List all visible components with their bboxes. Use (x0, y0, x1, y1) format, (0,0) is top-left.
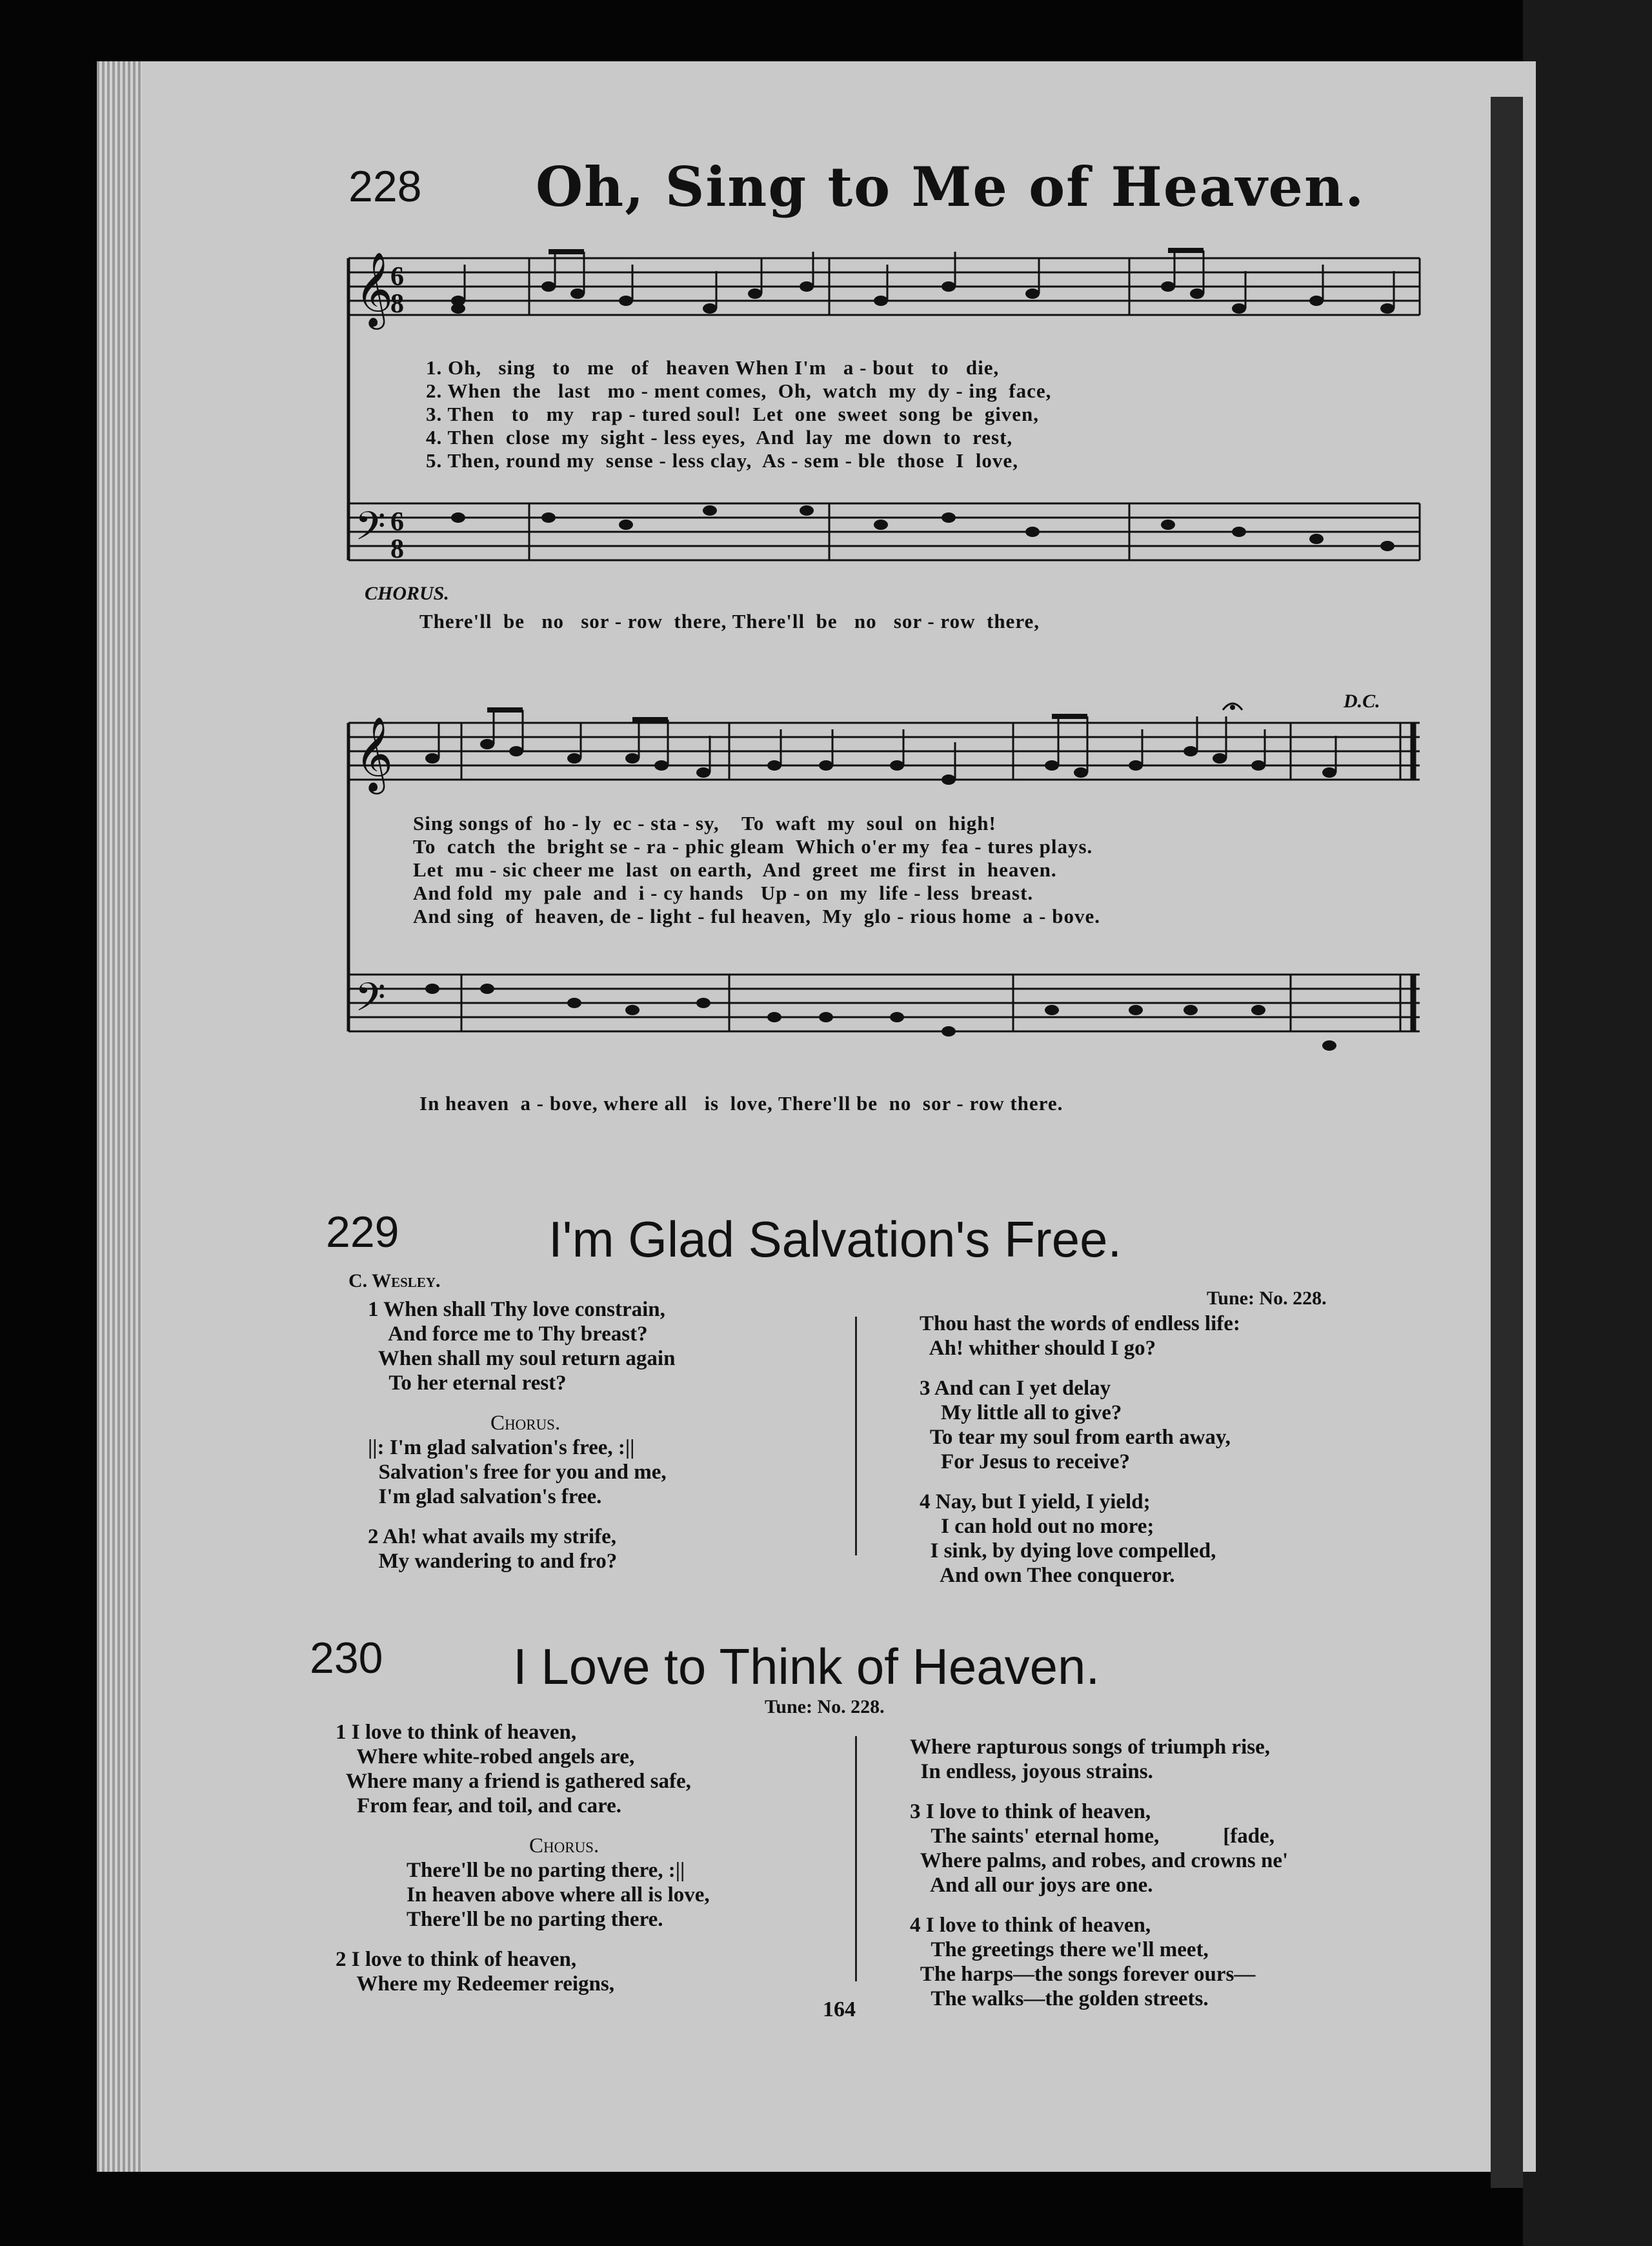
v-line: 4 I love to think of heaven, (910, 1914, 1151, 1937)
hymn-229-number: 229 (326, 1208, 399, 1257)
v-line: The greetings there we'll meet, (910, 1938, 1209, 1961)
v-line: Where palms, and robes, and crowns ne' (910, 1849, 1289, 1872)
v-line: The walks—the golden streets. (910, 1987, 1209, 2010)
chorus-heading: Chorus. (490, 1411, 561, 1435)
chorus-heading: Chorus. (529, 1834, 599, 1857)
v-line: When shall my soul return again (368, 1347, 676, 1370)
verse-line-5: 5. Then, round my sense - less clay, As - sem - ble those I love, (426, 449, 1018, 472)
v-line: Where my Redeemer reigns, (336, 1972, 614, 1996)
v-line: 3 And can I yet delay (920, 1377, 1111, 1400)
hymn-229-left-column (368, 1297, 675, 1573)
hymn-229-tune: Tune: No. 228. (1207, 1288, 1327, 1309)
chorus-line-1: There'll be no sor - row there, There'll be no sor - row there, (419, 610, 1040, 632)
hymn-229-title: I'm Glad Salvation's Free. (549, 1211, 1122, 1268)
verse2-line-3: Let mu - sic cheer me last on earth, And greet me first in heaven. (413, 858, 1057, 881)
v-line: Where white-robed angels are, (336, 1745, 635, 1768)
svg-text:𝄢: 𝄢 (355, 975, 386, 1030)
svg-text:8: 8 (390, 534, 404, 564)
svg-text:𝄞: 𝄞 (355, 251, 394, 327)
v-line: 1 I love to think of heaven, (336, 1721, 577, 1744)
hymn-230-left-column (336, 1720, 710, 1996)
verse2-line-2: To catch the bright se - ra - phic gleam Which o'er my fea - tures plays. (413, 835, 1093, 858)
page-edge-right (1491, 97, 1523, 2188)
chorus-line: There'll be no parting there. (407, 1908, 663, 1931)
v-line: And all our joys are one. (910, 1874, 1153, 1897)
v-line: And own Thee conqueror. (920, 1564, 1175, 1587)
v-line: 2 Ah! what avails my strife, (368, 1525, 616, 1548)
verse-line-4: 4. Then close my sight - less eyes, And lay me down to rest, (426, 426, 1013, 449)
chorus-line: ||: I'm glad salvation's free, :|| (368, 1436, 635, 1459)
da-capo-mark: D.C. (1344, 691, 1380, 712)
hymn-229-author: C. Wesley. (348, 1270, 441, 1291)
svg-text:8: 8 (390, 289, 404, 319)
chorus-line: There'll be no parting there, :|| (407, 1859, 685, 1882)
verse-line-3: 3. Then to my rap - tured soul! Let one sweet song be given, (426, 403, 1040, 425)
v-line: Thou hast the words of endless life: (920, 1312, 1240, 1335)
v-line: From fear, and toil, and care. (336, 1794, 622, 1817)
column-divider-229 (855, 1317, 857, 1555)
hymn-230-number: 230 (310, 1634, 383, 1683)
svg-text:𝄞: 𝄞 (355, 716, 394, 791)
v-line: Ah! whither should I go? (920, 1337, 1156, 1360)
v-line: To tear my soul from earth away, (920, 1426, 1231, 1449)
v-line: The harps—the songs forever ours— (910, 1963, 1256, 1986)
verse-line-1: 1. Oh, sing to me of heaven When I'm a - bout to die, (426, 356, 1000, 379)
v-line: Where rapturous songs of triumph rise, (910, 1735, 1270, 1759)
v-line: 2 I love to think of heaven, (336, 1948, 577, 1971)
v-line: My wandering to and fro? (368, 1550, 618, 1573)
verse2-line-1: Sing songs of ho - ly ec - sta - sy, To waft my soul on high! (413, 812, 996, 835)
v-line: To her eternal rest? (368, 1371, 567, 1395)
verse2-line-4: And fold my pale and i - cy hands Up - on my life - less breast. (413, 882, 1034, 904)
svg-text:𝄢: 𝄢 (355, 503, 386, 559)
chorus-line: Salvation's free for you and me, (368, 1461, 667, 1484)
hymn-228-title: Oh, Sing to Me of Heaven. (536, 155, 1365, 219)
page-number: 164 (823, 1998, 856, 2021)
hymn-230-title: I Love to Think of Heaven. (513, 1638, 1100, 1695)
chorus-line-2: In heaven a - bove, where all is love, There'll be no sor - row there. (419, 1092, 1063, 1115)
scan-background (1523, 0, 1652, 2246)
v-line: In endless, joyous strains. (910, 1760, 1153, 1783)
v-line: I can hold out no more; (920, 1515, 1154, 1538)
verse2-line-5: And sing of heaven, de - light - ful heaven, My glo - rious home a - bove. (413, 905, 1100, 927)
v-line: And force me to Thy breast? (368, 1322, 648, 1346)
v-line: 3 I love to think of heaven, (910, 1800, 1151, 1823)
v-line: 4 Nay, but I yield, I yield; (920, 1490, 1151, 1513)
hymn-229-right-column (920, 1311, 1240, 1588)
chorus-label: CHORUS. (365, 583, 449, 604)
v-line: The saints' eternal home, [fade, (910, 1825, 1274, 1848)
v-line: Where many a friend is gathered safe, (336, 1770, 691, 1793)
hymn-230-tune: Tune: No. 228. (765, 1696, 885, 1717)
chorus-line: I'm glad salvation's free. (368, 1485, 602, 1508)
page-edge-left (97, 61, 142, 2172)
v-line: My little all to give? (920, 1401, 1122, 1424)
chorus-line: In heaven above where all is love, (407, 1883, 710, 1907)
svg-text:6: 6 (390, 262, 404, 292)
hymn-228-number: 228 (348, 162, 422, 211)
v-line: For Jesus to receive? (920, 1450, 1130, 1473)
hymn-230-right-column (910, 1735, 1288, 2011)
svg-text:6: 6 (390, 507, 404, 537)
column-divider-230 (855, 1736, 857, 1981)
verse-line-2: 2. When the last mo - ment comes, Oh, watch my dy - ing face, (426, 379, 1052, 402)
v-line: I sink, by dying love compelled, (920, 1539, 1216, 1563)
v-line: 1 When shall Thy love constrain, (368, 1298, 665, 1321)
